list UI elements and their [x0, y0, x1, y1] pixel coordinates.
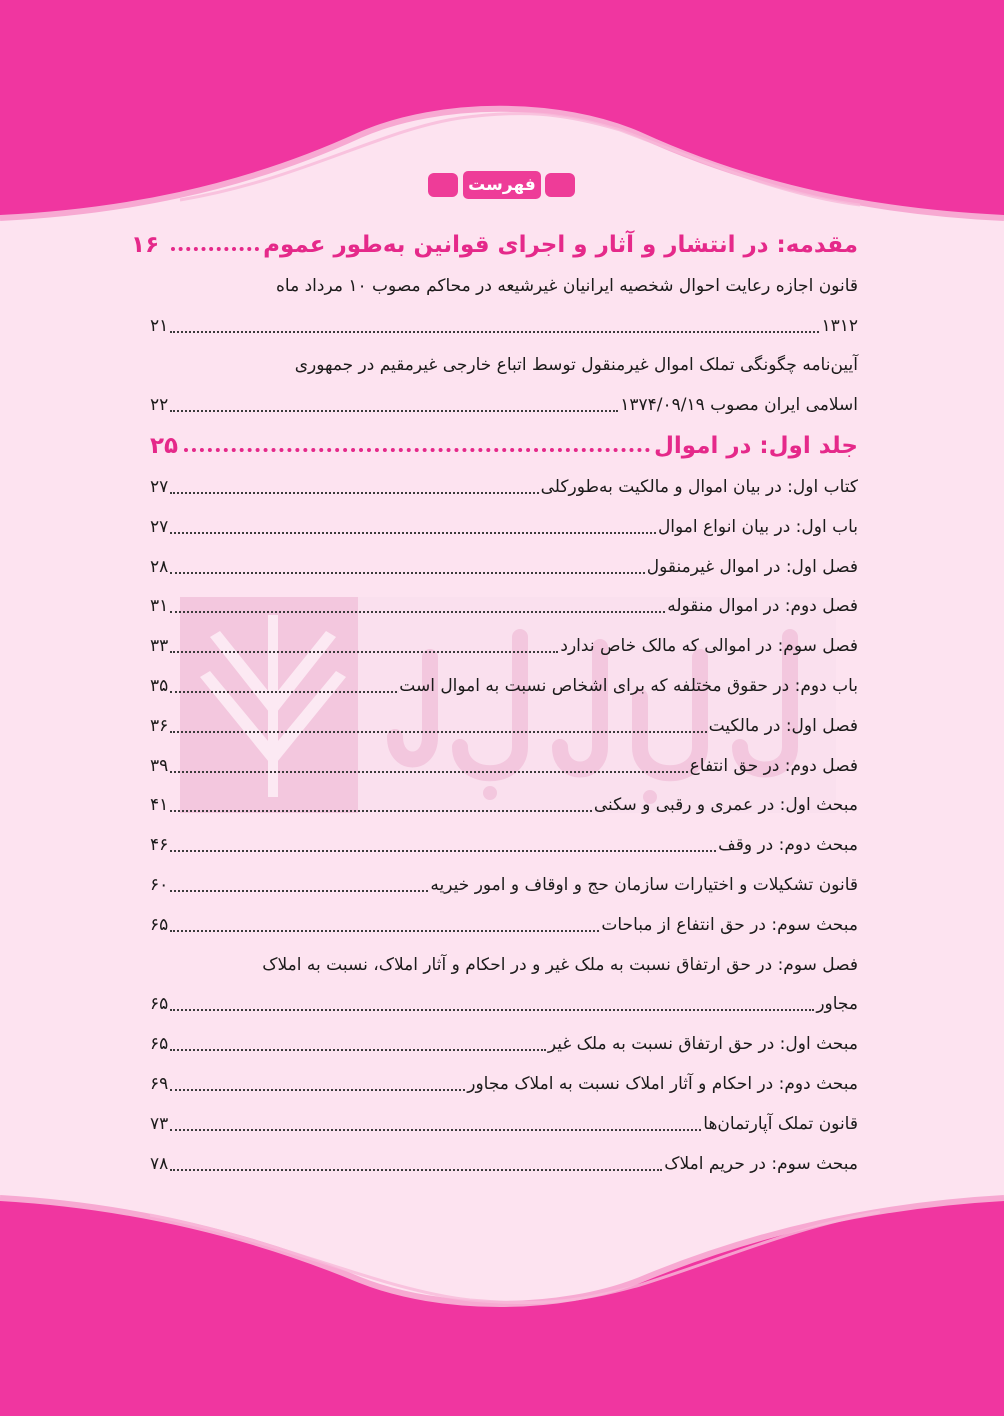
entry-title: مبحث دوم: در وقف — [718, 835, 858, 856]
entry-title: قانون تملک آپارتمان‌ها — [703, 1113, 858, 1134]
heading-title: مقدمه: در انتشار و آثار و اجرای قوانین به‌طور عموم — [263, 232, 858, 258]
toc-entry[interactable] — [148, 746, 858, 786]
entry-page: ۲۱ — [150, 315, 169, 336]
entry-title: آیین‌نامه چگونگی تملک اموال غیرمنقول توسط اتباع خارجی غیرمقیم در جمهوری — [294, 355, 858, 376]
dot-leader — [170, 572, 645, 574]
dot-leader — [170, 410, 618, 412]
toc-entry[interactable] — [148, 1144, 858, 1184]
entry-title: باب اول: در بیان انواع اموال — [657, 516, 858, 537]
entry-page: ۲۸ — [150, 556, 169, 577]
entry-title: فصل اول: در اموال غیرمنقول — [646, 556, 858, 577]
dot-leader — [170, 532, 656, 534]
toc-entry-line[interactable] — [148, 266, 858, 306]
dot-leader — [170, 611, 665, 613]
entry-title: قانون اجازه رعایت احوال شخصیه ایرانیان غیرشیعه در محاکم مصوب ۱۰ مرداد ماه — [276, 275, 858, 296]
dot-leader — [170, 1129, 701, 1131]
entry-page: ۴۶ — [150, 835, 169, 856]
entry-page: ۳۶ — [150, 715, 169, 736]
toc-entry[interactable] — [148, 786, 858, 826]
dot-leader — [170, 1049, 546, 1051]
entry-page: ۷۸ — [150, 1153, 169, 1174]
toc-entry-line[interactable] — [148, 385, 858, 425]
entry-title: مبحث سوم: در حریم املاک — [664, 1153, 858, 1174]
dot-leader — [170, 331, 819, 333]
toc-entry[interactable] — [148, 1064, 858, 1104]
toc-heading-intro[interactable] — [131, 224, 858, 266]
toc-entry[interactable] — [148, 865, 858, 905]
entry-page: ۴۱ — [150, 795, 169, 816]
toc-entry[interactable] — [148, 587, 858, 627]
dot-leader — [170, 691, 397, 693]
entry-page: ۲۷ — [150, 516, 169, 537]
entry-title: فصل سوم: در اموالی که مالک خاص ندارد — [560, 636, 858, 657]
toc-entry[interactable] — [148, 1104, 858, 1144]
toc-entry[interactable] — [148, 706, 858, 746]
entry-page: ۶۵ — [150, 994, 169, 1015]
toc-entry[interactable] — [148, 626, 858, 666]
toc-header — [0, 170, 1004, 204]
toc-entry-line[interactable] — [148, 945, 858, 985]
dot-leader — [170, 810, 592, 812]
table-of-contents — [131, 224, 858, 1184]
toc-entry[interactable] — [148, 905, 858, 945]
toc-entry-line[interactable] — [148, 346, 858, 386]
entry-page: ۳۳ — [150, 636, 169, 657]
toc-entry[interactable] — [148, 1024, 858, 1064]
dot-leader — [170, 890, 428, 892]
entry-title: مبحث دوم: در احکام و آثار املاک نسبت به املاک مجاور — [467, 1074, 858, 1095]
entry-title: مبحث اول: در حق ارتفاق نسبت به ملک غیر — [547, 1034, 858, 1055]
entry-page: ۶۰ — [150, 875, 169, 896]
toc-entry[interactable] — [148, 467, 858, 507]
dot-leader — [170, 850, 716, 852]
toc-heading-volume[interactable] — [148, 425, 858, 467]
entry-page: ۶۹ — [150, 1074, 169, 1095]
toc-entry[interactable] — [148, 666, 858, 706]
dot-leader — [170, 771, 687, 773]
toc-entry[interactable] — [148, 825, 858, 865]
heading-page: ۱۶ — [131, 232, 160, 258]
entry-page: ۲۷ — [150, 477, 169, 498]
dot-leader — [184, 448, 650, 452]
entry-title: مبحث سوم: در حق انتفاع از مباحات — [601, 914, 858, 935]
header-decor-left — [428, 173, 458, 197]
toc-entry[interactable] — [148, 547, 858, 587]
dot-leader — [170, 1089, 465, 1091]
entry-title: ۱۳۱۲ — [821, 315, 858, 336]
dot-leader — [170, 731, 706, 733]
entry-page: ۶۵ — [150, 914, 169, 935]
toc-title: فهرست — [463, 171, 541, 199]
entry-title: مجاور — [816, 994, 858, 1015]
toc-entry-line[interactable] — [148, 306, 858, 346]
entry-page: ۳۵ — [150, 676, 169, 697]
entry-page: ۳۱ — [150, 596, 169, 617]
entry-title: فصل دوم: در اموال منقوله — [667, 596, 858, 617]
entry-title: قانون تشکیلات و اختیارات سازمان حج و اوقاف و امور خیریه — [430, 875, 858, 896]
dot-leader — [171, 247, 259, 251]
entry-title: فصل سوم: در حق ارتفاق نسبت به ملک غیر و در احکام و آثار املاک، نسبت به املاک — [262, 954, 858, 975]
dot-leader — [170, 1169, 662, 1171]
entry-title: فصل اول: در مالکیت — [708, 715, 858, 736]
entry-page: ۶۵ — [150, 1034, 169, 1055]
entry-title: مبحث اول: در عمری و رقبی و سکنی — [593, 795, 858, 816]
dot-leader — [170, 1009, 814, 1011]
toc-entry[interactable] — [148, 507, 858, 547]
dot-leader — [170, 930, 599, 932]
header-decor-right — [545, 173, 575, 197]
entry-page: ۷۳ — [150, 1113, 169, 1134]
heading-page: ۲۵ — [150, 433, 179, 460]
entry-page: ۲۲ — [150, 395, 169, 416]
entry-title: اسلامی ایران مصوب ۱۳۷۴/۰۹/۱۹ — [620, 395, 858, 416]
dot-leader — [170, 492, 538, 494]
entry-page: ۳۹ — [150, 755, 169, 776]
entry-title: فصل دوم: در حق انتفاع — [689, 755, 858, 776]
entry-title: باب دوم: در حقوق مختلفه که برای اشخاص نسبت به اموال است — [399, 676, 858, 697]
toc-entry-line[interactable] — [148, 985, 858, 1025]
heading-title: جلد اول: در اموال — [653, 433, 858, 460]
entry-title: کتاب اول: در بیان اموال و مالکیت به‌طورکلی — [540, 477, 858, 498]
dot-leader — [170, 651, 558, 653]
